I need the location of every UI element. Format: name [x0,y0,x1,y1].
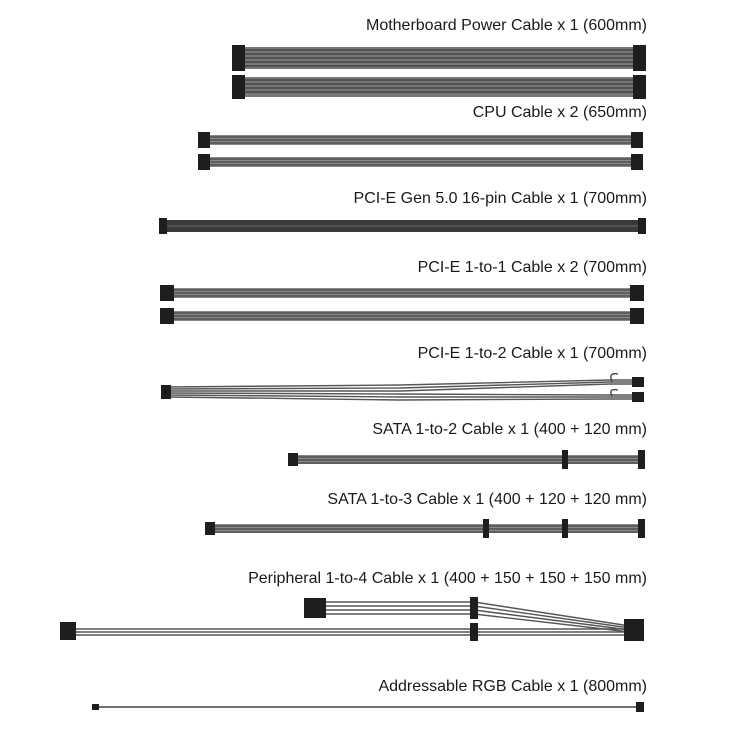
cable-label-argb: Addressable RGB Cable x 1 (800mm) [378,678,647,695]
cable-label-pcie-gen5: PCI-E Gen 5.0 16-pin Cable x 1 (700mm) [353,190,647,207]
sata-1to2-cable [288,450,645,469]
pcie-1to1-cable [160,285,644,324]
motherboard-cable [232,45,646,99]
cable-label-sata-1to2: SATA 1-to-2 Cable x 1 (400 + 120 mm) [372,421,647,438]
cable-label-cpu: CPU Cable x 2 (650mm) [472,104,647,121]
pcie-1to2-cable [161,374,644,402]
peripheral-1to4-cable [60,597,644,641]
pcie-gen5-cable [159,218,646,234]
cable-label-sata-1to3: SATA 1-to-3 Cable x 1 (400 + 120 + 120 mm) [327,491,647,508]
cable-label-motherboard: Motherboard Power Cable x 1 (600mm) [365,17,647,34]
cable-label-peripheral: Peripheral 1-to-4 Cable x 1 (400 + 150 + 150 + 150 mm) [248,570,647,587]
cable-label-pcie-1to1: PCI-E 1-to-1 Cable x 2 (700mm) [417,259,647,276]
cpu-cable [198,132,643,170]
cable-label-pcie-1to2: PCI-E 1-to-2 Cable x 1 (700mm) [417,345,647,362]
argb-cable [92,702,644,712]
sata-1to3-cable [205,519,645,538]
